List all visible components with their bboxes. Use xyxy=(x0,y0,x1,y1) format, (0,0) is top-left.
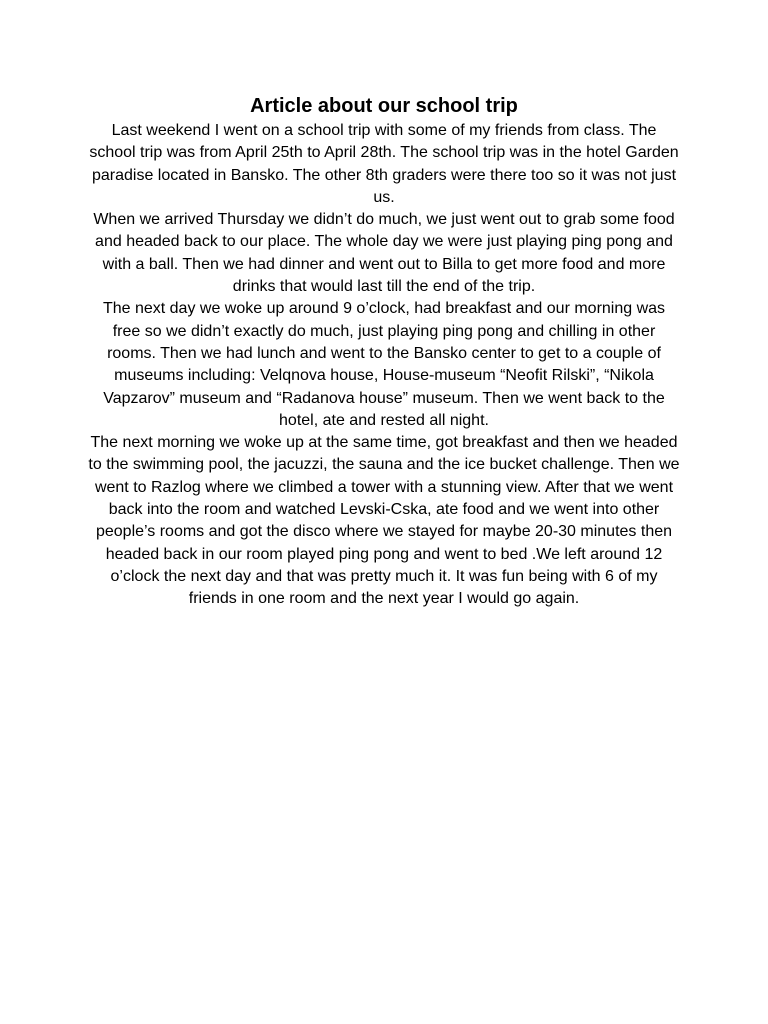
paragraph-2: When we arrived Thursday we didn’t do much, we just went out to grab some food and headed back to our place. The whole day we were just playing ping pong and with a ball. Then we had dinner and went out to Billa to get more food and more drinks that would last till the end of the trip. xyxy=(93,211,675,296)
article-body xyxy=(88,93,680,611)
paragraph-4: The next morning we woke up at the same time, got breakfast and then we headed to the swimming pool, the jacuzzi, the sauna and the ice bucket challenge. Then we went to Razlog where we climbed a tower with a stunning view. After that we went back into the room and watched Levski-Cska, ate food and we went into other people’s rooms and got the disco where we stayed for maybe 20-30 minutes then headed back in our room played ping pong and went to bed .We left around 12 o’clock the next day and that was pretty much it. It was fun being with 6 of my friends in one room and the next year I would go again. xyxy=(88,434,680,608)
paragraph-3: The next day we woke up around 9 o’clock, had breakfast and our morning was free so we didn’t exactly do much, just playing ping pong and chilling in other rooms. Then we had lunch and went to the Bansko center to get to a couple of museums including: Velqnova house, House-museum “Neofit Rilski”, “Nikola Vapzarov” museum and “Radanova house” museum. Then we went back to the hotel, ate and rested all night. xyxy=(102,300,666,429)
paragraph-1: Last weekend I went on a school trip with some of my friends from class. The school trip was from April 25th to April 28th. The school trip was in the hotel Garden paradise located in Bansko. The other 8th graders were there too so it was not just us. xyxy=(89,122,679,206)
article-title: Article about our school trip xyxy=(250,95,518,117)
